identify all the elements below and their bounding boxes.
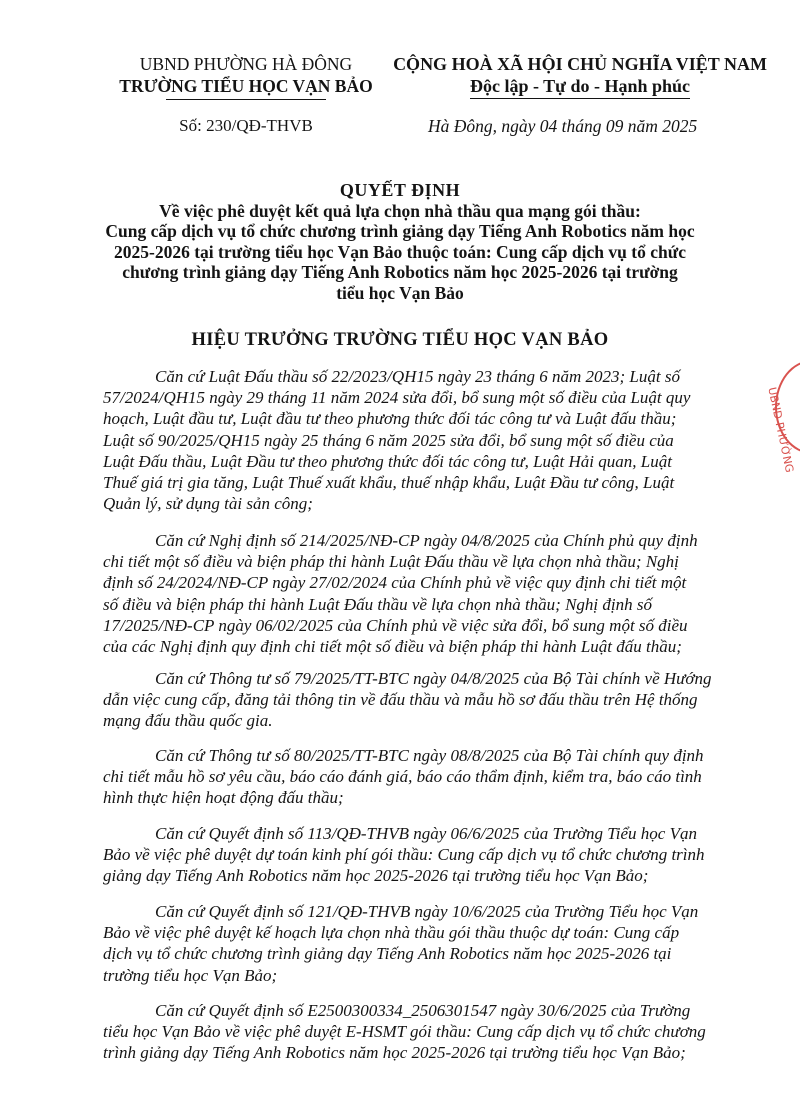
paragraph-line: Căn cứ Thông tư số 80/2025/TT-BTC ngày 08/8/2025 của Bộ Tài chính quy định [155,746,704,765]
paragraph-line: hoạch, Luật đầu tư, Luật đầu tư theo phương thức đối tác công tư và Luật đấu thầu; [103,409,677,429]
paragraph-line: Căn cứ Thông tư số 79/2025/TT-BTC ngày 04/8/2025 của Bộ Tài chính về Hướng [155,669,712,688]
paragraph-line: trình giảng dạy Tiếng Anh Robotics năm học 2025-2026 tại trường tiểu học Vạn Bảo; [103,1043,686,1063]
subtitle-line: Về việc phê duyệt kết quả lựa chọn nhà thầu qua mạng gói thầu: [159,200,641,221]
subtitle-line: chương trình giảng dạy Tiếng Anh Robotics năm học 2025-2026 tại trường [122,262,678,282]
paragraph-line: 57/2024/QH15 ngày 29 tháng 11 năm 2024 sửa đổi, bổ sung một số điều của Luật quy [103,388,691,408]
paragraph-line: trường tiểu học Vạn Bảo; [103,965,278,985]
paragraph-line: tiểu học Vạn Bảo về việc phê duyệt E-HSMT gói thầu: Cung cấp dịch vụ tổ chức chương [103,1022,706,1042]
paragraph-line: Căn cứ Quyết định số E2500300334_2506301547 ngày 30/6/2025 của Trường [155,1001,691,1020]
subtitle-line: Cung cấp dịch vụ tổ chức chương trình giảng dạy Tiếng Anh Robotics năm học [105,221,695,241]
paragraph-line: hình thực hiện hoạt động đấu thầu; [103,788,344,808]
paragraph-line: giảng dạy Tiếng Anh Robotics năm học 2025-2026 tại trường tiểu học Vạn Bảo; [103,866,649,886]
paragraph-line: Căn cứ Quyết định số 121/QĐ-THVB ngày 10/6/2025 của Trường Tiểu học Vạn [155,902,699,921]
paragraph-legal-basis-5 [103,823,705,887]
paragraph-line: Căn cứ Nghị định số 214/2025/NĐ-CP ngày 04/8/2025 của Chính phủ quy định [155,531,698,550]
principal-heading: HIỆU TRƯỞNG TRƯỜNG TIỂU HỌC VẠN BẢO [191,330,609,350]
paragraph-legal-basis-2 [103,530,698,657]
decision-title-block [100,180,700,303]
paragraph-line: Thuế giá trị gia tăng, Luật Thuế xuất khẩu, thuế nhập khẩu, Luật Đầu tư công, Luật [103,473,675,493]
decision-title: QUYẾT ĐỊNH [339,180,461,200]
date-line: Hà Đông, ngày 04 tháng 09 năm 2025 [428,116,698,136]
document-number: Số: 230/QĐ-THVB [179,116,313,135]
paragraph-legal-basis-1 [103,366,690,514]
paragraph-line: định số 24/2024/NĐ-CP ngày 27/02/2024 của Chính phủ về việc quy định chi tiết một [103,573,687,593]
paragraph-legal-basis-6 [103,901,698,986]
subtitle-line: tiểu học Vạn Bảo [336,282,464,303]
paragraph-line: Căn cứ Quyết định số 113/QĐ-THVB ngày 06/6/2025 của Trường Tiểu học Vạn [155,824,697,843]
paragraph-line: dịch vụ tổ chức chương trình giảng dạy Tiếng Anh Robotics năm học 2025-2026 tại [103,944,672,964]
stamp-text: UBND PHƯỜNG [765,386,797,474]
paragraph-legal-basis-4 [103,745,704,809]
paragraph-legal-basis-7 [103,1000,706,1064]
national-motto: Độc lập - Tự do - Hạnh phúc [470,75,690,99]
paragraph-line: Luật Đấu thầu, Luật Đầu tư theo phương thức đối tác công tư, Luật Hải quan, Luật [103,451,672,471]
issuer-school: TRƯỜNG TIỂU HỌC VẠN BẢO [119,76,373,96]
issuer-header [112,53,380,100]
subtitle-line: 2025-2026 tại trường tiểu học Vạn Bảo thuộc toán: Cung cấp dịch vụ tổ chức [114,241,686,262]
paragraph-line: Luật số 90/2025/QH15 ngày 25 tháng 6 năm 2025 sửa đổi, bổ sung một số điều của [103,430,674,450]
paragraph-line: 17/2025/NĐ-CP ngày 06/02/2025 của Chính phủ về việc sửa đổi, bổ sung một số điều [103,615,688,635]
national-name: CỘNG HOÀ XÃ HỘI CHỦ NGHĨA VIỆT NAM [393,54,767,74]
paragraph-line: Căn cứ Luật Đấu thầu số 22/2023/QH15 ngày 23 tháng 6 năm 2023; Luật số [155,367,680,386]
paragraph-line: chi tiết một số điều và biện pháp thi hành Luật Đấu thầu về lựa chọn nhà thầu; Nghị [103,552,679,572]
paragraph-legal-basis-3 [103,668,711,732]
paragraph-line: Bảo về việc phê duyệt kế hoạch lựa chọn nhà thầu gói thầu thuộc dự toán: Cung cấp [103,923,680,943]
paragraph-line: mạng đấu thầu quốc gia. [103,711,273,731]
paragraph-line: của các Nghị định quy định chi tiết một số điều và biện pháp thi hành Luật đấu thầu; [103,637,682,657]
issuer-underline [166,99,326,100]
paragraph-line: dẫn việc cung cấp, đăng tải thông tin về đấu thầu và mẫu hồ sơ đấu thầu trên Hệ thống [103,690,698,710]
paragraph-line: chi tiết mẫu hồ sơ yêu cầu, báo cáo đánh giá, báo cáo thẩm định, kiểm tra, báo cáo tình [103,767,702,787]
national-header [380,53,780,99]
paragraph-line: Bảo về việc phê duyệt dự toán kinh phí gói thầu: Cung cấp dịch vụ tổ chức chương trình [103,845,705,865]
paragraph-line: số điều và biện pháp thi hành Luật Đấu thầu về lựa chọn nhà thầu; Nghị định số [103,594,652,614]
paragraph-line: Quản lý, sử dụng tài sản công; [103,494,313,514]
issuer-authority: UBND PHƯỜNG HÀ ĐÔNG [139,54,353,74]
